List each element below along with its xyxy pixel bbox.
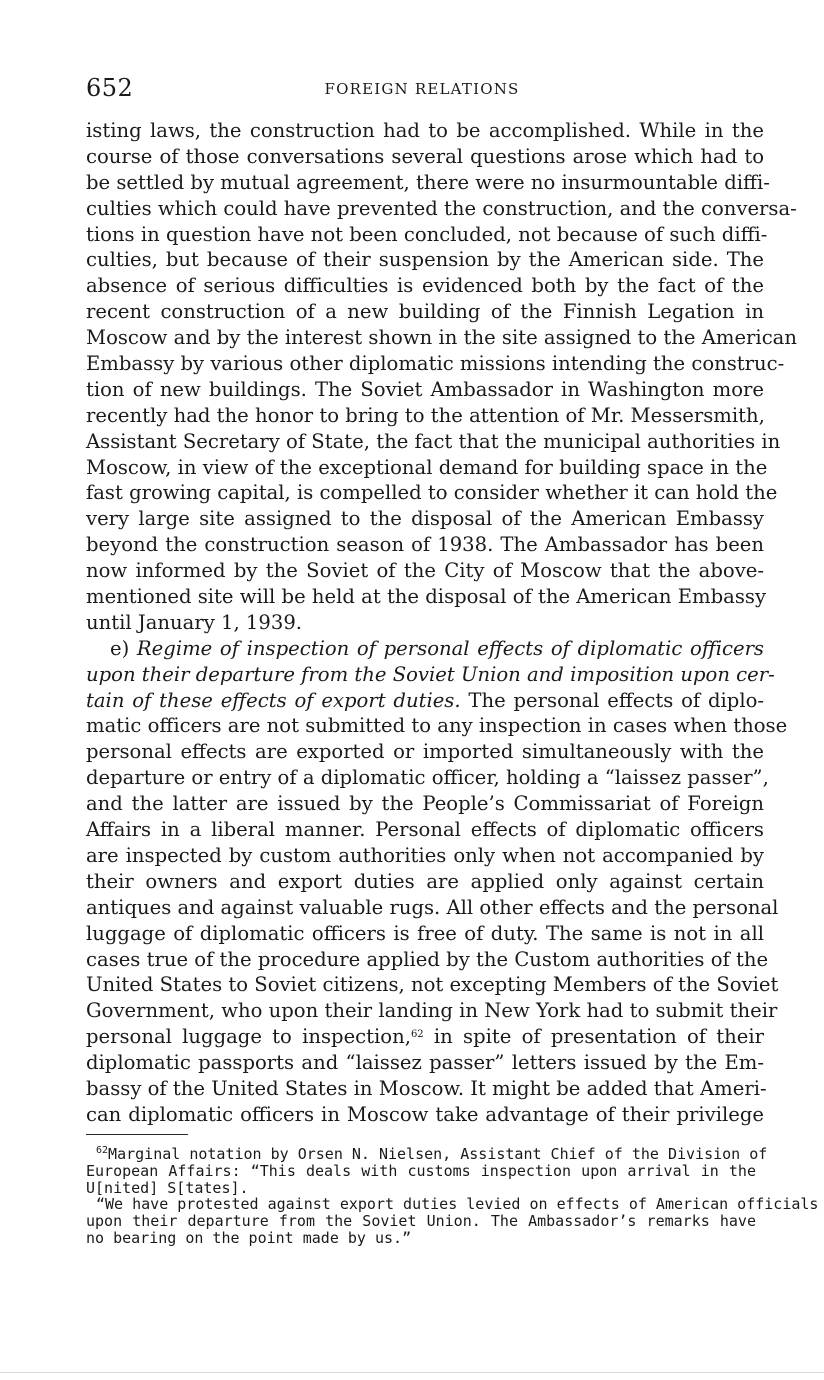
- page-number: 652: [86, 74, 134, 102]
- footnotes: [86, 1145, 819, 1247]
- para-e-heading-line: [86, 662, 775, 688]
- footnote-line: [86, 1145, 768, 1163]
- footnote-line: “We have protested against export duties levied on effects of American officials: [96, 1195, 819, 1214]
- footnote-mark: 62: [96, 1145, 109, 1156]
- body-line: Moscow and by the interest shown in the site assigned to the American: [86, 326, 797, 350]
- para-e-italic-1: Regime of inspection of personal effects of diplomatic officers: [136, 636, 764, 660]
- para-e-label: e): [110, 636, 130, 660]
- footnote-line: U[nited] S[tates].: [86, 1178, 249, 1197]
- body-line: until January 1, 1939.: [86, 610, 303, 634]
- body-line: Moscow, in view of the exceptional demand for building space in the: [86, 455, 768, 479]
- body-line: be settled by mutual agreement, there were no insurmountable diffi-: [86, 170, 770, 194]
- body-line: very large site assigned to the disposal of the American Embassy: [86, 507, 764, 531]
- body-line: fast growing capital, is compelled to consider whether it can hold the: [86, 481, 778, 505]
- body-line: diplomatic passports and “laissez passer” letters issued by the Em-: [86, 1051, 764, 1075]
- body-line: recent construction of a new building of the Finnish Legation in: [86, 300, 764, 324]
- body-line: isting laws, the construction had to be accomplished. While in the: [86, 119, 764, 142]
- body-line: course of those conversations several questions arose which had to: [86, 144, 764, 168]
- body-line: Government, who upon their landing in New York had to submit their: [86, 999, 778, 1023]
- body-text: [86, 118, 797, 1128]
- body-line: culties, but because of their suspension by the American side. The: [86, 248, 764, 272]
- fn-line-before: personal luggage to inspection,: [86, 1025, 411, 1049]
- para-e-heading-line: [86, 636, 764, 662]
- body-line: United States to Soviet citizens, not excepting Members of the Soviet: [86, 973, 779, 997]
- body-line: matic officers are not submitted to any inspection in cases when those: [86, 714, 788, 738]
- body-line: tions in question have not been concluded, not because of such diffi-: [86, 222, 768, 246]
- footnote-reference[interactable]: 62: [410, 1029, 424, 1041]
- body-line-with-footnote: [86, 1024, 764, 1050]
- body-line: and the latter are issued by the People’s Commissariat of Foreign: [86, 792, 764, 816]
- body-line: bassy of the United States in Moscow. It might be added that Ameri-: [86, 1076, 767, 1100]
- body-line: beyond the construction season of 1938. The Ambassador has been: [86, 533, 764, 557]
- body-line: personal effects are exported or imported simultaneously with the: [86, 740, 764, 764]
- body-line: tion of new buildings. The Soviet Ambassador in Washington more: [86, 377, 764, 401]
- body-line: luggage of diplomatic officers is free of duty. The same is not in all: [86, 921, 764, 945]
- para-e-heading-line: [86, 688, 764, 714]
- body-line: their owners and export duties are applied only against certain: [86, 869, 764, 893]
- body-line: can diplomatic officers in Moscow take advantage of their privilege: [86, 1102, 764, 1126]
- para-e-italic-2: upon their departure from the Soviet Union and imposition upon cer-: [86, 662, 775, 686]
- footnote-text: Marginal notation by Orsen N. Nielsen, Assistant Chief of the Division of: [108, 1145, 768, 1163]
- body-line: Affairs in a liberal manner. Personal effects of diplomatic officers: [86, 818, 764, 842]
- footnote-divider: [86, 1134, 188, 1135]
- para-e-italic-3: tain of these effects of export duties.: [86, 688, 461, 712]
- footnote-line: upon their departure from the Soviet Union. The Ambassador’s remarks have: [86, 1212, 756, 1231]
- body-line: absence of serious difficulties is evidenced both by the fact of the: [86, 274, 764, 298]
- body-line: are inspected by custom authorities only when not accompanied by: [86, 843, 764, 867]
- body-line: Assistant Secretary of State, the fact that the municipal authorities in: [86, 429, 781, 453]
- body-line: cases true of the procedure applied by the Custom authorities of the: [86, 947, 769, 971]
- body-line: recently had the honor to bring to the attention of Mr. Messersmith,: [86, 403, 765, 427]
- running-head: FOREIGN RELATIONS: [324, 80, 520, 98]
- footnote-line: European Affairs: “This deals with customs inspection upon arrival in the: [86, 1161, 756, 1180]
- body-line: mentioned site will be held at the disposal of the American Embassy: [86, 585, 767, 609]
- body-line: now informed by the Soviet of the City of Moscow that the above-: [86, 559, 764, 583]
- para-e-line3-rest: The personal effects of diplo-: [460, 688, 765, 712]
- body-line: Embassy by various other diplomatic missions intending the construc-: [86, 352, 785, 376]
- body-line: departure or entry of a diplomatic officer, holding a “laissez passer”,: [86, 766, 769, 790]
- fn-line-after: in spite of presentation of their: [423, 1025, 764, 1049]
- scan-bottom-edge: [0, 1372, 824, 1373]
- footnote-line: no bearing on the point made by us.”: [86, 1228, 412, 1247]
- body-line: antiques and against valuable rugs. All other effects and the personal: [86, 895, 779, 919]
- body-line: culties which could have prevented the construction, and the conversa-: [86, 196, 797, 220]
